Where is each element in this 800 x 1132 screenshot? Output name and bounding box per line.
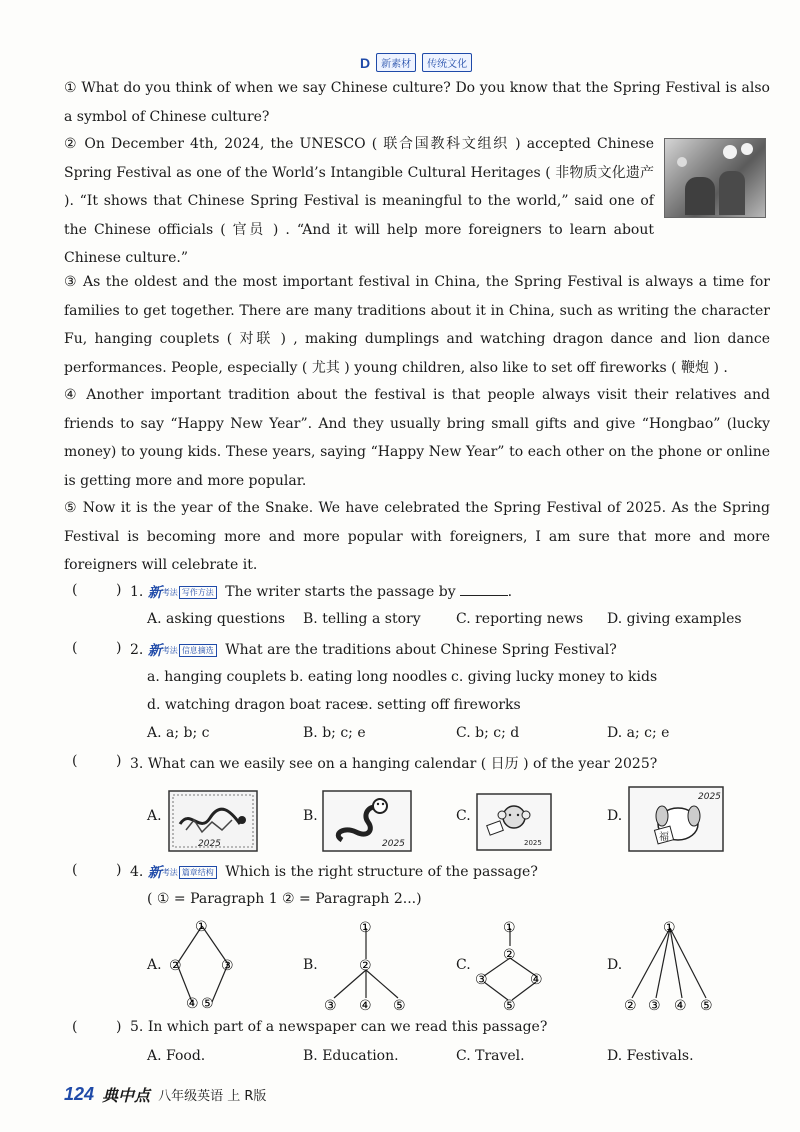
a-node-5: ⑤ (201, 996, 214, 1012)
q1-blank[interactable] (460, 595, 508, 596)
q2-badge (148, 640, 217, 660)
paragraph-1: ① What do you think of when we say Chinese culture? Do you know that the Spring Festival is also a symbol of Chinese culture? (64, 80, 770, 125)
c-node-1: ① (503, 920, 516, 936)
d-node-5: ⑤ (700, 998, 713, 1014)
a-node-2: ② (169, 958, 182, 974)
d-node-1: ① (663, 920, 676, 936)
snake-calendar-image (322, 790, 412, 852)
q2-option-d[interactable]: D. a; c; e (607, 725, 670, 741)
q2-item-a: a. hanging couplets (147, 669, 287, 685)
d-node-4: ④ (674, 998, 687, 1014)
q5-option-b[interactable]: B. Education. (303, 1048, 399, 1064)
fu-character: 福 (659, 832, 669, 843)
q3-answer-open[interactable]: ( (72, 753, 78, 769)
book-title: 八年级英语 上 R版 (158, 1089, 267, 1104)
q5-option-d[interactable]: D. Festivals. (607, 1048, 694, 1064)
badge-kaofa: 考法 (161, 867, 178, 877)
question-1 (130, 582, 512, 602)
q2-option-b[interactable]: B. b; c; e (303, 725, 366, 741)
a-node-1: ① (195, 919, 208, 935)
c-node-5: ⑤ (503, 998, 516, 1014)
q1-badge (148, 582, 217, 602)
a-node-4: ④ (186, 996, 199, 1012)
monkey-calendar-image (476, 793, 552, 851)
q5-option-c[interactable]: C. Travel. (456, 1048, 525, 1064)
d-node-2: ② (624, 998, 637, 1014)
c-node-3: ③ (475, 972, 488, 988)
b-node-3: ③ (324, 998, 337, 1014)
q2-option-a[interactable]: A. a; b; c (147, 725, 210, 741)
question-3 (130, 753, 657, 773)
paragraph-4: ④ Another important tradition about the festival is that people always visit their relatives and friends to say “Happy New Year”. And they usually bring small gifts and give “Hongbao” (lucky money) to young kids. These years, saying “Happy New Year” to each other on the phone or online is getting more and more popular. (64, 387, 770, 489)
q4-option-a[interactable]: A. (147, 957, 162, 973)
q3-option-b[interactable]: B. (303, 808, 318, 824)
badge-xin: 新 (147, 585, 162, 601)
question-2 (130, 640, 617, 660)
q3-text: What can we easily see on a hanging calendar ( 日历 ) of the year 2025? (147, 756, 658, 772)
q2-item-e: e. setting off fireworks (360, 697, 521, 713)
section-header (360, 53, 472, 72)
q4-text: Which is the right structure of the passage? (225, 864, 538, 880)
a-node-3: ③ (221, 958, 234, 974)
paragraph-2: ② On December 4th, 2024, the UNESCO ( 联合国教科文组织 ) accepted Chinese Spring Festival as one of the World’s Intangible Cultural Heritages ( 非物质文化遗产 ). “It shows that Chinese Spring Festival is meaningful to the world,” said one of the Chinese officials ( 官员 ) . “And it will help more foreigners to learn about Chinese culture.” (64, 136, 654, 266)
c-node-2: ② (503, 947, 516, 963)
q2-answer-open[interactable]: ( (72, 640, 78, 656)
badge-kaofa: 考法 (161, 645, 178, 655)
page-footer (64, 1083, 266, 1106)
q1-number: 1. (130, 584, 144, 600)
b-node-1: ① (359, 920, 372, 936)
q2-item-d: d. watching dragon boat races (147, 697, 364, 713)
q4-badge-label: 篇章结构 (179, 866, 217, 879)
b-node-2: ② (359, 958, 372, 974)
q2-option-c[interactable]: C. b; c; d (456, 725, 520, 741)
q5-answer-open[interactable]: ( (72, 1019, 78, 1035)
paragraph-3: ③ As the oldest and the most important festival in China, the Spring Festival is always a time for families to get together. There are many traditions about it in China, such as writing the character Fu, hanging couplets ( 对联 ) , making dumplings and watching dragon dance and lion dance performances. People, especially ( 尤其 ) young children, also like to set off fireworks ( 鞭炮 ) . (64, 274, 770, 376)
q1-badge-label: 写作方法 (179, 586, 217, 599)
q1-end: . (507, 584, 513, 600)
q1-option-b[interactable]: B. telling a story (303, 611, 421, 627)
snake-year-label: 2025 (382, 839, 405, 849)
structure-diagram-a (166, 914, 246, 1014)
q5-number: 5. (130, 1019, 144, 1035)
q4-answer-close: ) (116, 862, 122, 878)
q3-option-a[interactable]: A. (147, 808, 162, 824)
question-4 (130, 862, 538, 882)
q5-answer-close: ) (116, 1019, 122, 1035)
q4-number: 4. (130, 864, 144, 880)
q2-item-c: c. giving lucky money to kids (451, 669, 658, 685)
q4-hint: ( ① = Paragraph 1 ② = Paragraph 2...) (147, 891, 422, 907)
q1-text: The writer starts the passage by (225, 584, 456, 600)
q4-option-b[interactable]: B. (303, 957, 318, 973)
c-node-4: ④ (530, 972, 543, 988)
q2-number: 2. (130, 642, 144, 658)
page-number: 124 (64, 1084, 95, 1104)
d-node-3: ③ (648, 998, 661, 1014)
q3-option-d[interactable]: D. (607, 808, 623, 824)
dragon-calendar-image (168, 790, 258, 852)
q4-option-d[interactable]: D. (607, 957, 623, 973)
question-5 (130, 1019, 547, 1035)
q5-text: In which part of a newspaper can we read this passage? (147, 1019, 548, 1035)
structure-diagram-d (622, 914, 722, 1014)
q3-number: 3. (130, 756, 144, 772)
q2-item-b: b. eating long noodles (290, 669, 448, 685)
q5-option-a[interactable]: A. Food. (147, 1048, 206, 1064)
tag-new-material: 新素材 (376, 53, 416, 72)
monkey-year-label: 2025 (524, 839, 542, 847)
q3-option-c[interactable]: C. (456, 808, 471, 824)
tag-traditional-culture: 传统文化 (422, 53, 472, 72)
q1-option-a[interactable]: A. asking questions (147, 611, 286, 627)
section-letter: D (360, 54, 371, 71)
badge-xin: 新 (147, 865, 162, 881)
q4-badge (148, 862, 217, 882)
dog-year-label: 2025 (698, 792, 721, 802)
q4-option-c[interactable]: C. (456, 957, 471, 973)
q4-answer-open[interactable]: ( (72, 862, 78, 878)
paragraph-5: ⑤ Now it is the year of the Snake. We have celebrated the Spring Festival of 2025. As the Spring Festival is becoming more and more popular with foreigners, I am sure that more and more foreigners will celebrate it. (64, 500, 770, 573)
dragon-year-label: 2025 (198, 839, 221, 849)
spring-festival-photo (664, 138, 766, 218)
badge-kaofa: 考法 (161, 587, 178, 597)
q2-text: What are the traditions about Chinese Spring Festival? (225, 642, 617, 658)
q3-answer-close: ) (116, 753, 122, 769)
structure-diagram-b (318, 914, 414, 1014)
q1-option-d[interactable]: D. giving examples (607, 611, 742, 627)
dog-calendar-image (628, 786, 724, 852)
q2-answer-close: ) (116, 640, 122, 656)
q1-answer-close: ) (116, 582, 122, 598)
brand-logo: 典中点 (102, 1086, 151, 1105)
b-node-5: ⑤ (393, 998, 406, 1014)
q1-answer-open[interactable]: ( (72, 582, 78, 598)
q1-option-c[interactable]: C. reporting news (456, 611, 584, 627)
badge-xin: 新 (147, 643, 162, 659)
q2-badge-label: 信息摘选 (179, 644, 217, 657)
structure-diagram-c (472, 914, 552, 1014)
b-node-4: ④ (359, 998, 372, 1014)
